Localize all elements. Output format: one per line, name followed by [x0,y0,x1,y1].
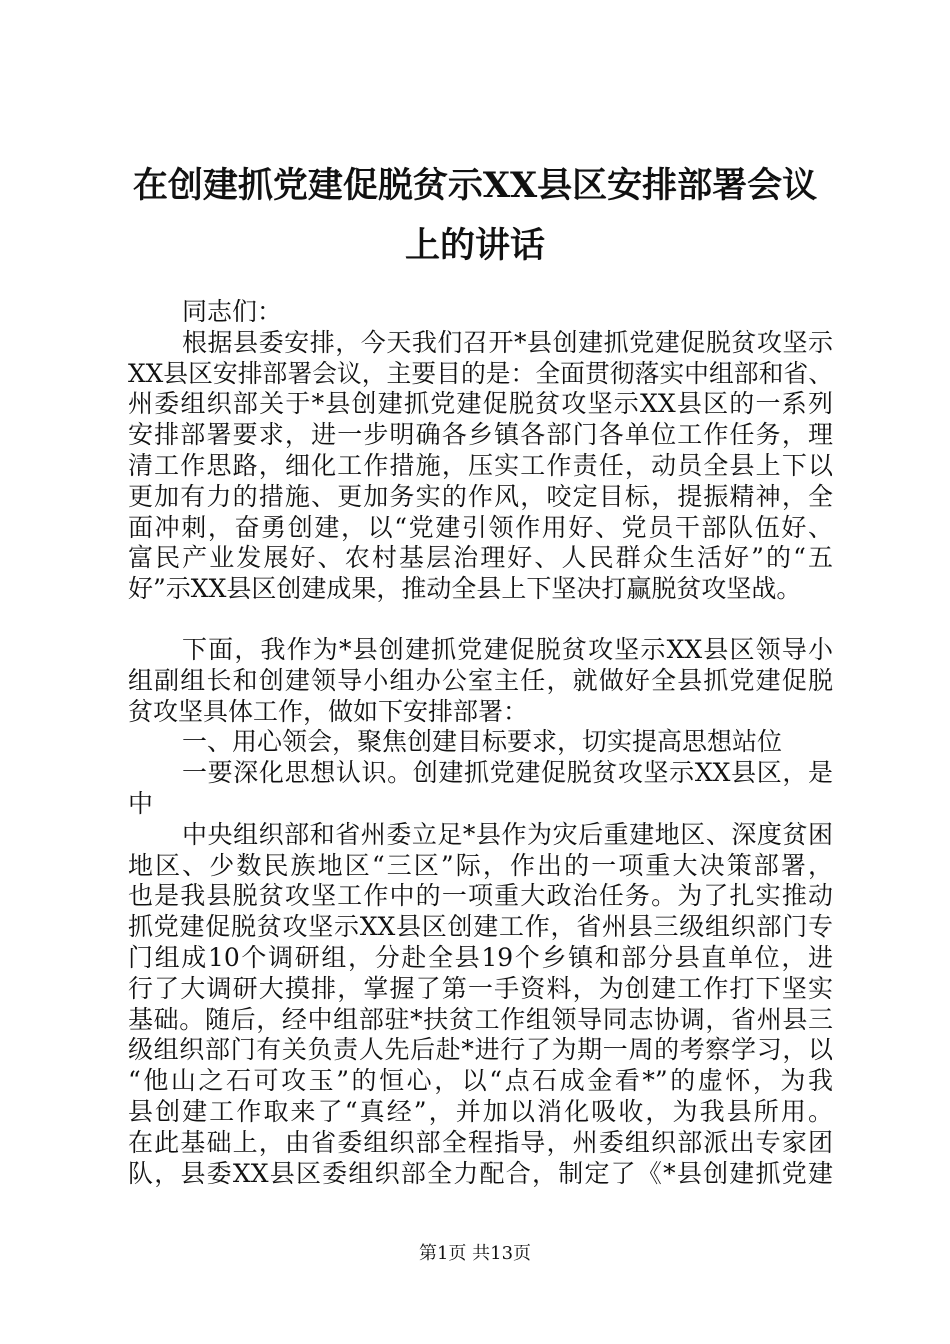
text-line: 好”示XX县区创建成果，推动全县上下坚决打赢脱贫攻坚战。 [128,574,802,604]
page-number-footer: 第1页 共13页 [418,1243,532,1264]
text-line: 抓党建促脱贫攻坚示XX县区创建工作，省州县三级组织部门专 [128,912,833,942]
text-line: 队，县委XX县区委组织部全力配合，制定了《*县创建抓党建 [128,1158,833,1188]
section-heading [128,727,833,758]
paragraph [128,820,833,1190]
text-line: 中央组织部和省州委立足*县作为灾后重建地区、深度贫困 [182,819,833,849]
text-line: 地区、少数民族地区“三区”际，作出的一项重大决策部署， [128,850,833,880]
text-line: 富民产业发展好、农村基层治理好、人民群众生活好”的“五 [128,543,833,573]
document-title-line-1: 在创建抓党建促脱贫示XX县区安排部署会议 [132,165,818,206]
text-line: 一、用心领会，聚焦创建目标要求，切实提高思想站位 [182,727,783,757]
text-line: 下面，我作为*县创建抓党建促脱贫攻坚示XX县区领导小 [182,634,833,664]
document-body [128,297,833,1189]
text-line: 同志们： [182,297,283,326]
text-line: 贫攻坚具体工作，做如下安排部署： [128,696,529,726]
text-line: 级组织部门有关负责人先后赴*进行了为期一周的考察学习，以 [128,1035,833,1065]
paragraph-salutation [128,297,833,328]
text-line: XX县区安排部署会议，主要目的是：全面贯彻落实中组部和省、 [128,358,833,388]
text-line: 更加有力的措施、更加务实的作风，咬定目标，提振精神，全 [128,481,833,511]
text-line: 清工作思路，细化工作措施，压实工作责任，动员全县上下以 [128,450,833,480]
document-title-line-2: 上的讲话 [404,225,545,266]
text-line: 安排部署要求，进一步明确各乡镇各部门各单位工作任务，理 [128,420,833,450]
text-line: 行了大调研大摸排，掌握了第一手资料，为创建工作打下坚实 [128,973,833,1003]
paragraph [128,635,833,727]
text-line: 中 [128,788,154,818]
text-line: 县创建工作取来了“真经”，并加以消化吸收，为我县所用。 [128,1096,833,1126]
text-line: 组副组长和创建领导小组办公室主任，就做好全县抓党建促脱 [128,665,833,695]
text-line: “他山之石可攻玉”的恒心，以“点石成金看*”的虚怀，为我 [128,1066,833,1096]
text-line: 也是我县脱贫攻坚工作中的一项重大政治任务。为了扎实推动 [128,881,833,911]
text-line: 州委组织部关于*县创建抓党建促脱贫攻坚示XX县区的一系列 [128,389,833,419]
text-line: 门组成10个调研组，分赴全县19个乡镇和部分县直单位，进 [128,942,833,972]
paragraph [128,758,833,820]
text-line: 根据县委安排，今天我们召开*县创建抓党建促脱贫攻坚示 [182,327,833,357]
paragraph-gap [128,605,833,635]
text-line: 在此基础上，由省委组织部全程指导，州委组织部派出专家团 [128,1127,833,1157]
text-line: 基础。随后，经中组部驻*扶贫工作组领导同志协调，省州县三 [128,1004,833,1034]
paragraph [128,328,833,605]
text-line: 一要深化思想认识。创建抓党建促脱贫攻坚示XX县区，是 [182,758,833,788]
text-line: 面冲刺，奋勇创建，以“党建引领作用好、党员干部队伍好、 [128,512,833,542]
